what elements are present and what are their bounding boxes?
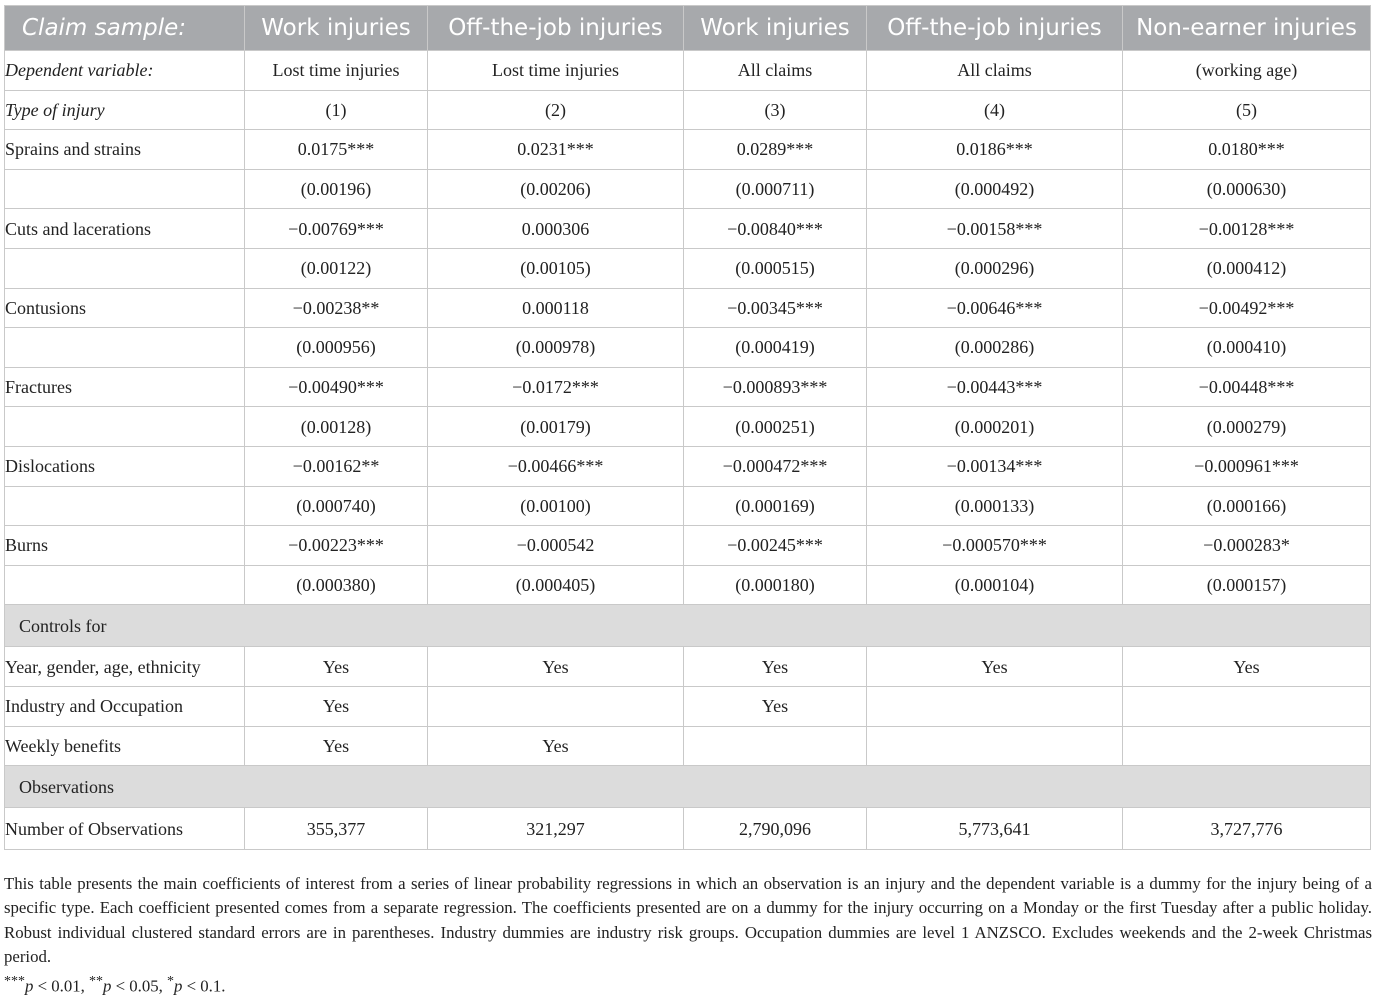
coefficient-cell: −0.00490*** xyxy=(245,367,428,407)
significance-threshold: < 0.1. xyxy=(186,976,226,996)
control-row xyxy=(5,726,1371,766)
coefficient-row xyxy=(5,526,1371,566)
injury-type-label: Dislocations xyxy=(5,446,245,486)
dependent-variable-row xyxy=(5,51,1371,91)
control-label: Weekly benefits xyxy=(5,726,245,766)
table-cell: Lost time injuries xyxy=(428,51,684,91)
column-header: Off-the-job injuries xyxy=(428,6,684,51)
coefficient-cell: −0.000283* xyxy=(1123,526,1371,566)
standard-error-cell: (0.000157) xyxy=(1123,565,1371,605)
header-row xyxy=(5,6,1371,51)
coefficient-cell: −0.00646*** xyxy=(867,288,1123,328)
significance-stars: * xyxy=(167,974,175,989)
injury-type-label: Burns xyxy=(5,526,245,566)
coefficient-cell: −0.00134*** xyxy=(867,446,1123,486)
coefficient-cell: −0.00345*** xyxy=(684,288,867,328)
control-cell: Yes xyxy=(245,686,428,726)
injury-type-label: Contusions xyxy=(5,288,245,328)
observations-cell: 5,773,641 xyxy=(867,808,1123,850)
standard-error-cell: (0.000380) xyxy=(245,565,428,605)
standard-error-cell: (0.000180) xyxy=(684,565,867,605)
claim-sample-label: Claim sample: xyxy=(5,6,245,51)
control-cell: Yes xyxy=(1123,647,1371,687)
column-header: Work injuries xyxy=(684,6,867,51)
observations-cell: 355,377 xyxy=(245,808,428,850)
empty-cell xyxy=(5,486,245,526)
standard-error-cell: (0.000133) xyxy=(867,486,1123,526)
significance-threshold: < 0.05, xyxy=(115,976,163,996)
standard-error-cell: (0.00122) xyxy=(245,248,428,288)
coefficient-cell: −0.000893*** xyxy=(684,367,867,407)
control-cell: Yes xyxy=(245,647,428,687)
standard-error-cell: (0.000166) xyxy=(1123,486,1371,526)
observations-label: Number of Observations xyxy=(5,808,245,850)
standard-error-cell: (0.000286) xyxy=(867,328,1123,368)
standard-error-cell: (0.000296) xyxy=(867,248,1123,288)
control-cell: Yes xyxy=(428,726,684,766)
standard-error-cell: (0.000104) xyxy=(867,565,1123,605)
standard-error-cell: (0.00196) xyxy=(245,169,428,209)
control-cell: Yes xyxy=(245,726,428,766)
empty-cell xyxy=(5,565,245,605)
coefficient-cell: 0.0175*** xyxy=(245,130,428,170)
standard-error-cell: (0.000412) xyxy=(1123,248,1371,288)
standard-error-cell: (0.000201) xyxy=(867,407,1123,447)
control-label: Industry and Occupation xyxy=(5,686,245,726)
observations-section-row xyxy=(5,766,1371,808)
empty-cell xyxy=(5,248,245,288)
coefficient-cell: −0.000472*** xyxy=(684,446,867,486)
control-cell xyxy=(428,686,684,726)
coefficient-cell: 0.0180*** xyxy=(1123,130,1371,170)
standard-error-cell: (0.000405) xyxy=(428,565,684,605)
injury-type-label: Fractures xyxy=(5,367,245,407)
table-cell: (2) xyxy=(428,90,684,130)
p-symbol: p xyxy=(174,976,183,996)
control-cell: Yes xyxy=(684,647,867,687)
significance-stars: ** xyxy=(89,974,103,989)
coefficient-cell: −0.00245*** xyxy=(684,526,867,566)
table-cell: All claims xyxy=(867,51,1123,91)
coefficient-cell: 0.0186*** xyxy=(867,130,1123,170)
standard-error-cell: (0.000410) xyxy=(1123,328,1371,368)
table-cell: Lost time injuries xyxy=(245,51,428,91)
standard-error-cell: (0.00179) xyxy=(428,407,684,447)
column-header: Work injuries xyxy=(245,6,428,51)
table-cell: All claims xyxy=(684,51,867,91)
observations-cell: 2,790,096 xyxy=(684,808,867,850)
coefficient-cell: −0.00769*** xyxy=(245,209,428,249)
coefficient-cell: −0.00466*** xyxy=(428,446,684,486)
coefficient-row xyxy=(5,288,1371,328)
coefficient-cell: 0.000118 xyxy=(428,288,684,328)
standard-error-cell: (0.00100) xyxy=(428,486,684,526)
standard-error-row xyxy=(5,328,1371,368)
coefficient-cell: −0.00158*** xyxy=(867,209,1123,249)
coefficient-cell: −0.000542 xyxy=(428,526,684,566)
coefficient-cell: −0.00238** xyxy=(245,288,428,328)
coefficient-cell: 0.0289*** xyxy=(684,130,867,170)
standard-error-cell: (0.00128) xyxy=(245,407,428,447)
coefficient-row xyxy=(5,130,1371,170)
coefficient-cell: −0.00840*** xyxy=(684,209,867,249)
standard-error-cell: (0.000419) xyxy=(684,328,867,368)
observations-cell: 3,727,776 xyxy=(1123,808,1371,850)
table-cell: (3) xyxy=(684,90,867,130)
coefficient-cell: −0.00128*** xyxy=(1123,209,1371,249)
standard-error-row xyxy=(5,565,1371,605)
standard-error-cell: (0.000711) xyxy=(684,169,867,209)
observations-row xyxy=(5,808,1371,850)
injury-type-label: Cuts and lacerations xyxy=(5,209,245,249)
coefficient-cell: 0.000306 xyxy=(428,209,684,249)
controls-section-row xyxy=(5,605,1371,647)
significance-threshold: < 0.01, xyxy=(37,976,85,996)
coefficient-cell: −0.00492*** xyxy=(1123,288,1371,328)
table-cell: (5) xyxy=(1123,90,1371,130)
control-row xyxy=(5,686,1371,726)
standard-error-row xyxy=(5,486,1371,526)
standard-error-cell: (0.000279) xyxy=(1123,407,1371,447)
p-symbol: p xyxy=(24,976,34,996)
control-row xyxy=(5,647,1371,687)
coefficient-cell: −0.00443*** xyxy=(867,367,1123,407)
coefficient-cell: −0.000570*** xyxy=(867,526,1123,566)
coefficient-row xyxy=(5,367,1371,407)
standard-error-cell: (0.000956) xyxy=(245,328,428,368)
standard-error-cell: (0.000630) xyxy=(1123,169,1371,209)
coefficient-cell: −0.00162** xyxy=(245,446,428,486)
coefficient-cell: 0.0231*** xyxy=(428,130,684,170)
column-header: Non-earner injuries xyxy=(1123,6,1371,51)
type-of-injury-label: Type of injury xyxy=(5,90,245,130)
control-label: Year, gender, age, ethnicity xyxy=(5,647,245,687)
dependent-variable-label: Dependent variable: xyxy=(5,51,245,91)
control-cell xyxy=(867,726,1123,766)
table-cell: (4) xyxy=(867,90,1123,130)
standard-error-cell: (0.000169) xyxy=(684,486,867,526)
control-cell xyxy=(867,686,1123,726)
table-cell: (working age) xyxy=(1123,51,1371,91)
standard-error-cell: (0.00206) xyxy=(428,169,684,209)
standard-error-cell: (0.00105) xyxy=(428,248,684,288)
coefficient-cell: −0.0172*** xyxy=(428,367,684,407)
control-cell xyxy=(1123,686,1371,726)
standard-error-cell: (0.000515) xyxy=(684,248,867,288)
significance-note xyxy=(4,970,225,999)
coefficient-cell: −0.00448*** xyxy=(1123,367,1371,407)
control-cell: Yes xyxy=(428,647,684,687)
standard-error-cell: (0.000492) xyxy=(867,169,1123,209)
controls-section-label: Controls for xyxy=(5,605,1371,647)
observations-cell: 321,297 xyxy=(428,808,684,850)
significance-stars: *** xyxy=(4,974,25,989)
control-cell: Yes xyxy=(867,647,1123,687)
standard-error-cell: (0.000251) xyxy=(684,407,867,447)
regression-table xyxy=(4,5,1371,850)
control-cell xyxy=(684,726,867,766)
standard-error-cell: (0.000740) xyxy=(245,486,428,526)
type-of-injury-row xyxy=(5,90,1371,130)
coefficient-cell: −0.00223*** xyxy=(245,526,428,566)
coefficient-row xyxy=(5,209,1371,249)
standard-error-cell: (0.000978) xyxy=(428,328,684,368)
empty-cell xyxy=(5,169,245,209)
column-header: Off-the-job injuries xyxy=(867,6,1123,51)
control-cell: Yes xyxy=(684,686,867,726)
control-cell xyxy=(1123,726,1371,766)
standard-error-row xyxy=(5,248,1371,288)
empty-cell xyxy=(5,328,245,368)
observations-section-label: Observations xyxy=(5,766,1371,808)
coefficient-cell: −0.000961*** xyxy=(1123,446,1371,486)
table-cell: (1) xyxy=(245,90,428,130)
standard-error-row xyxy=(5,169,1371,209)
table-footnote: This table presents the main coefficients of interest from a series of linear probability regressions in which an observation is an injury and the dependent variable is a dummy for the injury being of a specific type. Each coefficient presented comes from a separate regression. The coefficients presented are on a dummy for the injury occurring on a Monday or the first Tuesday after a public holiday. Robust individual clustered standard errors are in parentheses. Industry dummies are industry risk groups. Occupation dummies are level 1 ANZSCO. Excludes weekends and the 2-week Christmas period. xyxy=(4,874,1372,966)
standard-error-row xyxy=(5,407,1371,447)
coefficient-row xyxy=(5,446,1371,486)
injury-type-label: Sprains and strains xyxy=(5,130,245,170)
p-symbol: p xyxy=(103,976,112,996)
empty-cell xyxy=(5,407,245,447)
